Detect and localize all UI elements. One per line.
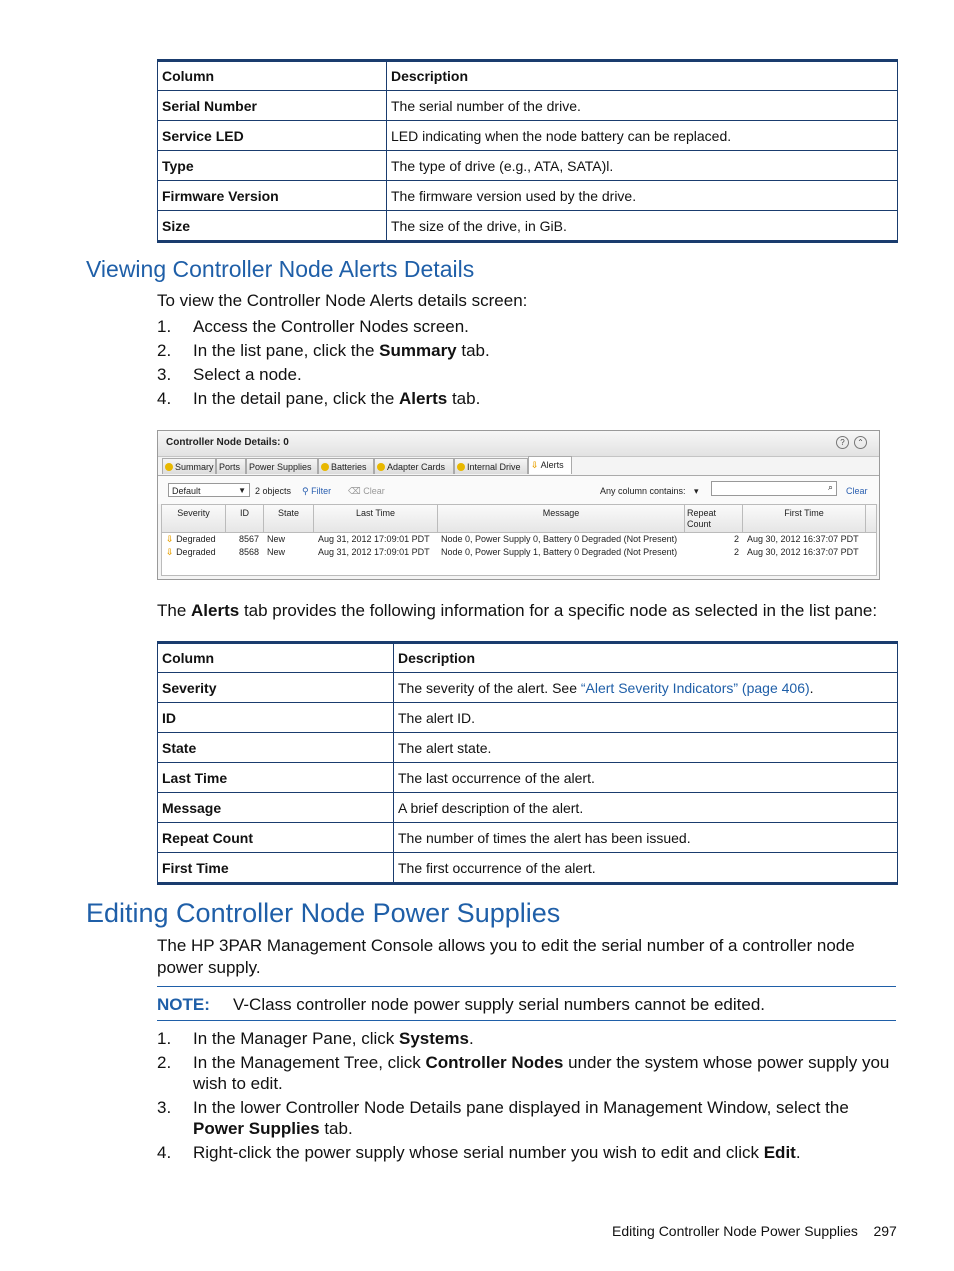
- chevron-down-icon[interactable]: ▾: [694, 486, 699, 496]
- column-header-last-time[interactable]: Last Time: [314, 505, 438, 532]
- help-icon[interactable]: ?: [836, 436, 849, 449]
- status-icon: [457, 463, 465, 471]
- step-text: Access the Controller Nodes screen.: [193, 317, 469, 336]
- details-titlebar: [158, 431, 879, 457]
- table-cell: Firmware Version: [158, 181, 387, 211]
- table-cell: The type of drive (e.g., ATA, SATA)l.: [387, 151, 898, 181]
- table-row: [158, 823, 898, 853]
- tab-power-supplies[interactable]: Power Supplies: [246, 458, 318, 474]
- step-text: In the lower Controller Node Details pane displayed in Management Window, select the: [193, 1098, 849, 1117]
- table-cell: Service LED: [158, 121, 387, 151]
- table-cell: The alert state.: [394, 733, 898, 763]
- step-text: Right-click the power supply whose serial number you wish to edit and click: [193, 1143, 764, 1162]
- table-cell: ID: [158, 703, 394, 733]
- table-row: [158, 211, 898, 242]
- status-icon: [321, 463, 329, 471]
- step-bold: Summary: [379, 341, 457, 360]
- table-cell: The severity of the alert. See “Alert Severity Indicators” (page 406).: [394, 673, 898, 703]
- step-bold: Edit: [763, 1143, 796, 1162]
- step-number: 4.: [157, 1143, 172, 1162]
- column-header-state[interactable]: State: [264, 505, 314, 532]
- step-text-after: tab.: [447, 389, 481, 408]
- table-cell: The serial number of the drive.: [387, 91, 898, 121]
- column-header-severity[interactable]: Severity: [162, 505, 226, 532]
- table-cell: Last Time: [158, 763, 394, 793]
- step-bold: Systems: [399, 1029, 469, 1048]
- tab-summary[interactable]: Summary: [162, 458, 216, 474]
- filter-button[interactable]: ⚲ Filter: [302, 486, 332, 496]
- alert-severity-link[interactable]: “Alert Severity Indicators” (page 406): [580, 679, 810, 696]
- table-cell: The size of the drive, in GiB.: [387, 211, 898, 242]
- column-header-repeat-count[interactable]: Repeat Count: [685, 505, 743, 532]
- degraded-arrow-icon: ⇩: [166, 547, 174, 557]
- step-bold: Power Supplies: [193, 1119, 320, 1138]
- alerts-tab-description: The Alerts tab provides the following information for a specific node as selected in the list pane:: [157, 601, 878, 620]
- warning-arrow-icon: ⇩: [531, 460, 539, 470]
- step-text-after: under the system whose power supply you wish to edit.: [193, 1053, 890, 1093]
- table-cell: Size: [158, 211, 387, 242]
- step-bold: Controller Nodes: [425, 1053, 564, 1072]
- note-box: [157, 986, 896, 1021]
- tab-batteries[interactable]: Batteries: [318, 458, 374, 474]
- section-intro: To view the Controller Node Alerts details screen:: [157, 291, 528, 310]
- step-number: 2.: [157, 1053, 172, 1072]
- table-row[interactable]: ⇩ Degraded 8567 New Aug 31, 2012 17:09:01 PDT Node 0, Power Supply 0, Battery 0 Degraded (Not Present) 2 Aug 30, 2012 16:37:07 PDT: [166, 534, 859, 544]
- table-row: [158, 91, 898, 121]
- step-text-after: .: [795, 1143, 801, 1162]
- chevron-down-icon: ▼: [238, 486, 246, 495]
- filter-select[interactable]: Default ▼: [168, 483, 250, 497]
- table-row: [158, 151, 898, 181]
- clear-icon: ⌫: [348, 486, 361, 496]
- filter-toolbar: [158, 475, 879, 504]
- collapse-icon[interactable]: ⌃: [854, 436, 867, 449]
- table-cell: The alert ID.: [394, 703, 898, 733]
- any-column-label: Any column contains:: [600, 486, 686, 496]
- table-header-row: [158, 643, 898, 673]
- table-cell: Severity: [158, 673, 394, 703]
- section-heading-alerts: Viewing Controller Node Alerts Details: [86, 256, 475, 282]
- page-number: 297: [873, 1223, 897, 1239]
- controller-node-details-screenshot: [157, 430, 880, 580]
- table-header-cell: Description: [394, 643, 898, 673]
- drive-info-table: [157, 59, 898, 243]
- status-icon: [377, 463, 385, 471]
- table-row: [158, 673, 898, 703]
- table-cell: The firmware version used by the drive.: [387, 181, 898, 211]
- column-header-message[interactable]: Message: [438, 505, 685, 532]
- tab-alerts[interactable]: ⇩ Alerts: [528, 456, 572, 474]
- note-label: NOTE:: [157, 995, 210, 1014]
- section-intro: The HP 3PAR Management Console allows you to edit the serial number of a controller node power supply.: [157, 936, 855, 977]
- alerts-columns-table: [157, 641, 898, 885]
- step-number: 2.: [157, 341, 172, 360]
- table-cell: A brief description of the alert.: [394, 793, 898, 823]
- tab-ports[interactable]: Ports: [216, 458, 246, 474]
- table-row: [158, 793, 898, 823]
- search-icon: ⌕: [827, 482, 833, 492]
- degraded-arrow-icon: ⇩: [166, 534, 174, 544]
- table-cell: LED indicating when the node battery can be replaced.: [387, 121, 898, 151]
- step-text: Select a node.: [193, 365, 302, 384]
- table-header-row: [158, 61, 898, 91]
- table-row: [158, 181, 898, 211]
- table-cell: First Time: [158, 853, 394, 884]
- table-cell: Message: [158, 793, 394, 823]
- step-text: In the Management Tree, click: [193, 1053, 426, 1072]
- step-text-after: tab.: [456, 341, 490, 360]
- table-row: [158, 853, 898, 884]
- table-header-cell: Description: [387, 61, 898, 91]
- footer-section-title: Editing Controller Node Power Supplies: [612, 1223, 858, 1239]
- tab-internal-drive[interactable]: Internal Drive: [454, 458, 528, 474]
- note-text: V-Class controller node power supply serial numbers cannot be edited.: [233, 995, 766, 1014]
- table-cell: The first occurrence of the alert.: [394, 853, 898, 884]
- step-text-after: .: [468, 1029, 474, 1048]
- column-header-id[interactable]: ID: [226, 505, 264, 532]
- clear-filter-button[interactable]: ⌫ Clear: [348, 486, 385, 496]
- step-number: 1.: [157, 317, 172, 336]
- step-text-after: tab.: [319, 1119, 353, 1138]
- grid-header: [162, 505, 876, 533]
- step-number: 4.: [157, 389, 172, 408]
- table-row: [158, 121, 898, 151]
- page-footer: [612, 1223, 897, 1239]
- table-row: [158, 763, 898, 793]
- tab-adapter-cards[interactable]: Adapter Cards: [374, 458, 454, 474]
- section-heading-power-supplies: Editing Controller Node Power Supplies: [86, 898, 561, 928]
- table-row: [158, 703, 898, 733]
- table-cell: Type: [158, 151, 387, 181]
- clear-search-link[interactable]: Clear: [846, 486, 868, 496]
- step-text: In the list pane, click the: [193, 341, 380, 360]
- steps-list-alerts: [157, 316, 897, 412]
- step-number: 1.: [157, 1029, 172, 1048]
- table-cell: Repeat Count: [158, 823, 394, 853]
- steps-list-power-supplies: [157, 1028, 897, 1168]
- filter-icon: ⚲: [302, 486, 309, 496]
- object-count: 2 objects: [255, 486, 292, 496]
- table-cell: The last occurrence of the alert.: [394, 763, 898, 793]
- search-input[interactable]: [711, 481, 837, 496]
- table-row: [158, 733, 898, 763]
- step-text: In the detail pane, click the: [193, 389, 400, 408]
- step-text: In the Manager Pane, click: [193, 1029, 400, 1048]
- table-cell: Serial Number: [158, 91, 387, 121]
- table-cell: State: [158, 733, 394, 763]
- table-row[interactable]: ⇩ Degraded 8568 New Aug 31, 2012 17:09:01 PDT Node 0, Power Supply 1, Battery 0 Degraded (Not Present) 2 Aug 30, 2012 16:37:07 PDT: [166, 547, 859, 557]
- step-bold: Alerts: [399, 389, 448, 408]
- details-title: Controller Node Details: 0: [166, 437, 289, 448]
- step-number: 3.: [157, 1098, 172, 1117]
- table-header-cell: Column: [158, 643, 394, 673]
- table-cell: The number of times the alert has been issued.: [394, 823, 898, 853]
- step-number: 3.: [157, 365, 172, 384]
- status-icon: [165, 463, 173, 471]
- alerts-grid: [161, 504, 877, 576]
- table-header-cell: Column: [158, 61, 387, 91]
- column-header-first-time[interactable]: First Time: [743, 505, 866, 532]
